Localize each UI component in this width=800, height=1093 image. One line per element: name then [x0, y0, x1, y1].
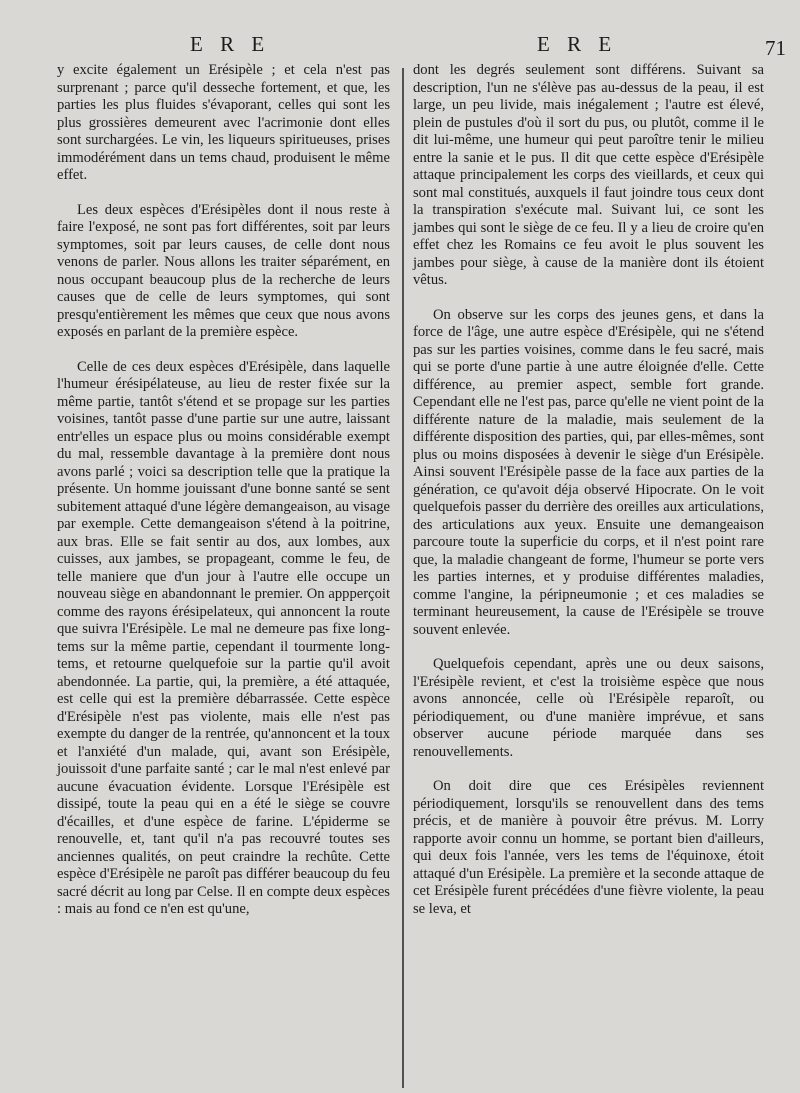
paragraph: y excite également un Erésipèle ; et cela n'est pas surprenant ; parce qu'il desseche fortement, et que, les parties les plus fluides s'évaporant, celles qui sont les plus grossières demeurent avec l'acrimonie dont elles sont surchargées. Le vin, les liqueurs spiritueuses, prises immodérément dans un tems chaud, produisent le même effet. — [57, 62, 390, 183]
paragraph: dont les degrés seulement sont différens. Suivant sa description, l'un ne s'élève pas au-dessus de la peau, il est large, un peu livide, mais inégalement ; l'autre est élevé, plein de pustules d'où il sort du pus, ou plutôt, comme il le dit lui-même, une humeur qui peut paroître tenir le milieu entre la sanie et le pus. Il dit que cette espèce d'Erésipèle attaque principalement les corps des vieillards, et ceux qui sont mal constitués, auxquels il faut joindre tous ceux dont la transpiration s'exécute mal. Suivant lui, ce sont les jambes qui sont le siège de ce feu. Il y a lieu de croire qu'en effet chez les Romains ce feu avoit le plus souvent les jambes pour siège, à cause de la manière dont ils étoient vêtus. — [413, 62, 764, 288]
paragraph: On doit dire que ces Erésipèles reviennent périodiquement, lorsqu'ils se renouvellent dans des tems précis, et de manière à pouvoir être prévus. M. Lorry rapporte avoir connu un homme, se portant bien d'ailleurs, qui deux fois l'année, vers les tems de l'équinoxe, étoit attaqué d'un Erésipèle. La première et la seconde attaque de cet Erésipèle furent précédées d'une fièvre violente, la peau se leva, et — [413, 778, 764, 917]
column-divider — [402, 68, 404, 1088]
page-number: 71 — [765, 36, 786, 60]
right-column — [413, 62, 764, 918]
running-head-left: E R E — [190, 32, 271, 56]
paragraph: Quelquefois cependant, après une ou deux saisons, l'Erésipèle revient, et c'est la troisième espèce que nous avons annoncée, celle où l'Erésipèle reparoît, ou périodiquement, ou d'une manière imprévue, et sans observer aucune période marquée dans ses renouvellements. — [413, 656, 764, 760]
left-column — [57, 62, 390, 919]
paragraph: Les deux espèces d'Erésipèles dont il nous reste à faire l'exposé, ne sont pas fort différentes, soit par leurs symptomes, soit par leurs causes, de celle dont nous venons de parler. Nous allons les traiter séparément, en nous occupant beaucoup plus de la recherche de leurs causes que de celle de leurs symptomes, qui sont presqu'entièrement les mêmes que ceux que nous avons exposés en parlant de la première espèce. — [57, 201, 390, 340]
running-head-right: E R E — [537, 32, 618, 56]
paragraph: On observe sur les corps des jeunes gens, et dans la force de l'âge, une autre espèce d'Erésipèle, qui ne s'étend pas sur les parties voisines, comme dans le feu sacré, mais qui se porte d'une partie à une autre éloignée d'elle. Cette différence, au premier aspect, semble fort grande. Cependant elle ne l'est pas, parce qu'elle ne vient point de la différente nature de la maladie, mais seulement de la différente disposition des parties, qui, par elles-mêmes, sont plus ou moins disposées à devenir le siège d'un Erésipèle. Ainsi souvent l'Erésipèle passe de la face aux parties de la génération, ce qu'avoit déja observé Hipocrate. On le voit quelquefois passer du derrière des oreilles aux articulations, des articulations aux yeux. Ensuite une demangeaison parcoure toute la superficie du corps, et il n'est point rare que, la maladie changeant de forme, l'humeur se porte vers les parties internes, et y produise différentes maladies, comme l'angine, la péripneumonie ; et ces maladies se terminant heureusement, la cause de l'Erésipèle se trouve souvent enlevée. — [413, 306, 764, 638]
paragraph: Celle de ces deux espèces d'Erésipèle, dans laquelle l'humeur érésipélateuse, au lieu de rester fixée sur la même partie, tantôt s'étend et se propage sur les parties voisines, tantôt passe d'une partie sur une autre, laissant entr'elles un espace plus ou moins considérable exempt du mal, ressemble davantage à la première dont nous avons parlé ; voici sa description telle que la pratique la présente. Un homme jouissant d'une bonne santé se sent subitement attaqué d'une légère demangeaison, au visage par exemple. Cette demangeaison s'étend à la poitrine, aux bras. Elle se fait sentir au dos, aux lombes, aux cuisses, aux jambes, se propageant, comme le feu, de telle maniere que d'un jour à l'autre elle occupe un nouveau siège en abandonnant le premier. On appperçoit comme des rayons érésipelateux, qui annoncent la route que suivra l'Erésipèle. Le mal ne demeure pas fixe long-tems sur la même partie, cependant il tourmente long-tems, et retourne quelquefoie sur la partie qu'il avoit abendonnée. La partie, qui, la première, a été attaquée, est celle qui est la première débarrassée. Cette espèce d'Erésipèle n'est pas violente, mais elle n'est pas exempte du danger de la rentrée, qu'annoncent et la toux et l'anxiété d'un malade, qui, avant son Erésipèle, jouissoit d'une parfaite santé ; car le mal n'est enlevé par aucune évacuation évidente. Lorsque l'Erésipèle est dissipé, toute la peau qui en a été le siège se couvre d'écailles, et d'une espèce de farine. L'épiderme se renouvelle, et, tant qu'il n'a pas recouvré toutes ses anciennes qualités, on peut craindre la rechûte. Cette espèce d'Erésipèle ne paroît pas différer beaucoup du feu sacré décrit au long par Celse. Il en compte deux espèces : mais au fond ce n'en est qu'une, — [57, 358, 390, 917]
